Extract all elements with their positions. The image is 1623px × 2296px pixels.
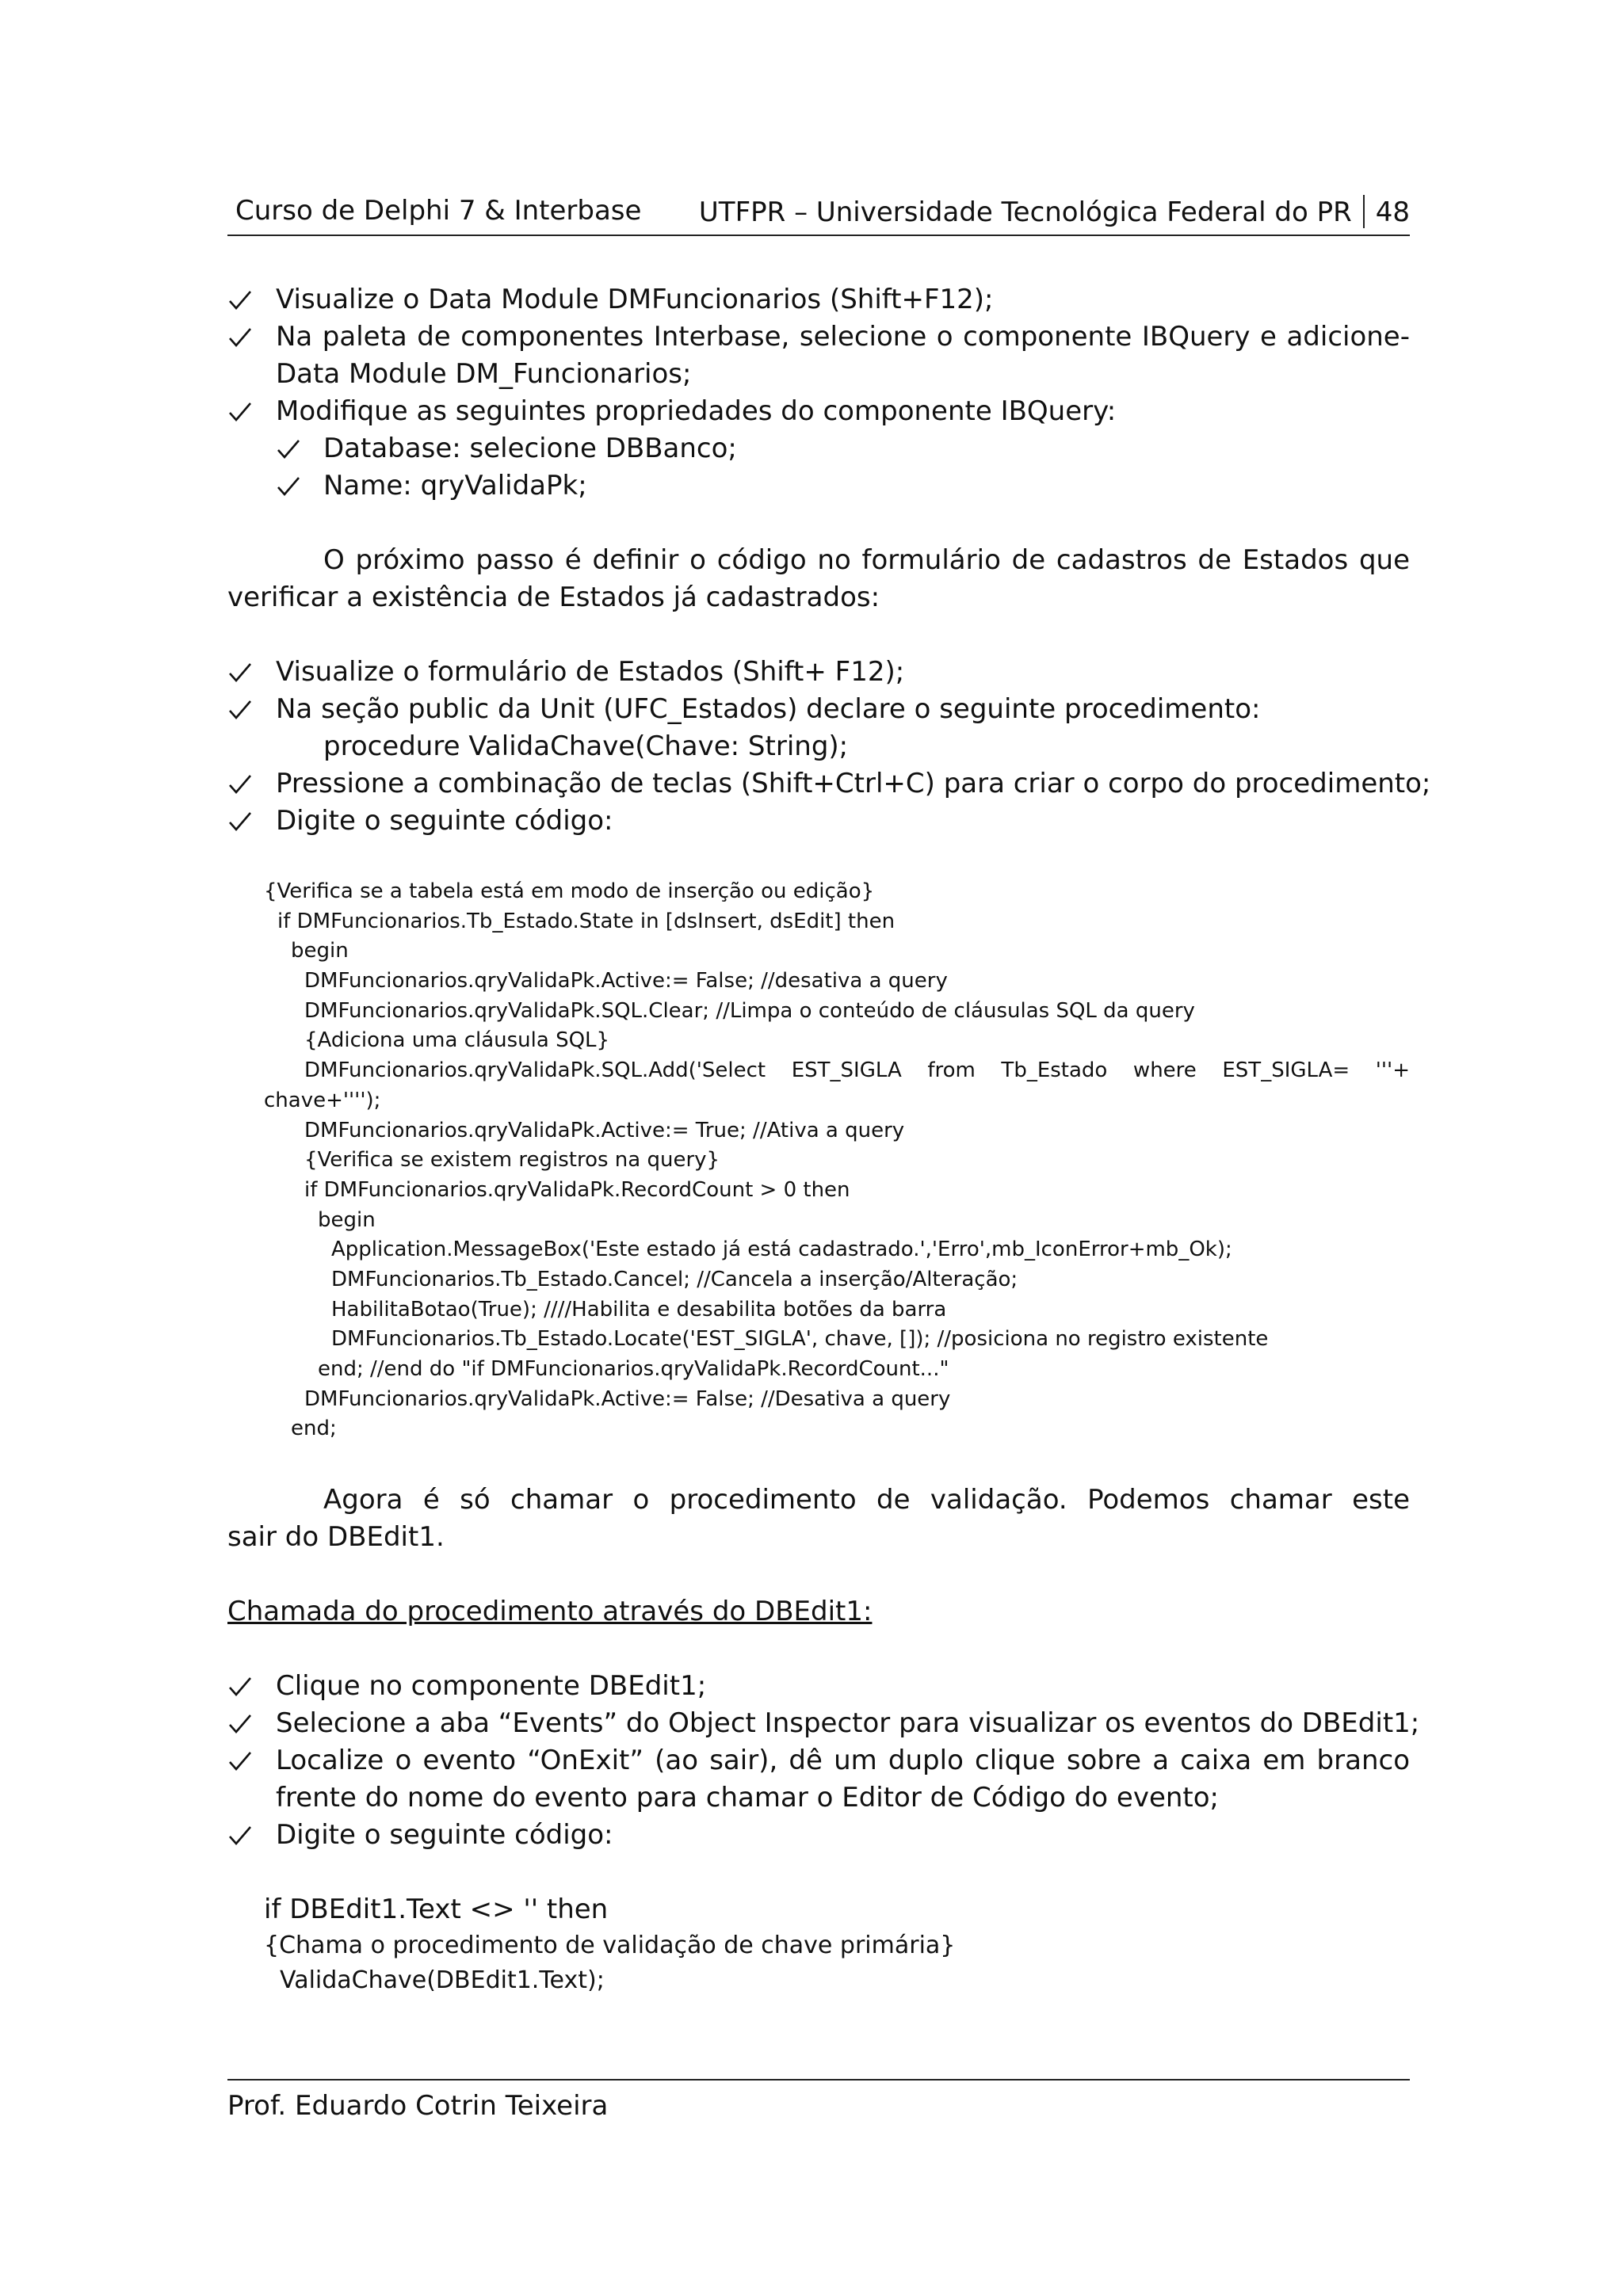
page-footer [227,2079,1410,2122]
header-divider [1363,195,1365,228]
checkmark-icon [227,697,253,723]
procedure-declaration: procedure ValidaChave(Chave: String); [323,730,849,762]
institution-and-page [699,195,1410,228]
code-line: {Chama o procedimento de validação de chave primária} [264,1932,956,1960]
author-name: Prof. Eduardo Cotrin Teixeira [227,2090,609,2122]
page-number: 48 [1375,196,1410,228]
checkmark-icon [227,399,253,425]
list-item: Pressione a combinação de teclas (Shift+Ctrl+C) para criar o corpo do procedimento; [227,765,1410,803]
code-line: chave+''''); [264,1088,381,1112]
code-line: DMFuncionarios.Tb_Estado.Locate('EST_SIGLA', chave, []); //posiciona no registro existente [331,1327,1269,1352]
list-item: Visualize o Data Module DMFuncionarios (Shift+F12); [227,281,1410,318]
checkmark-icon [227,1711,253,1737]
list-item-continuation: frente do nome do evento para chamar o Editor de Código do evento; [276,1782,1219,1814]
list-item: Digite o seguinte código: [227,1817,1410,1854]
list-item: Na paleta de componentes Interbase, selecione o componente IBQuery e adicione- [227,318,1410,356]
checkmark-icon [227,325,253,350]
code-line: DMFuncionarios.qryValidaPk.SQL.Add('Select EST_SIGLA from Tb_Estado where EST_SIGLA= '''+ [304,1058,1410,1083]
list-item: Digite o seguinte código: [227,803,1410,840]
code-line: DMFuncionarios.qryValidaPk.SQL.Clear; //Limpa o conteúdo de cláusulas SQL da query [304,998,1195,1023]
sub-list-item: Name: qryValidaPk; [227,467,1410,505]
code-line: ValidaChave(DBEdit1.Text); [280,1966,605,1995]
code-block-2 [227,1891,1410,1998]
page-body [227,281,1431,1998]
course-title: Curso de Delphi 7 & Interbase [235,195,642,227]
institution-name: UTFPR – Universidade Tecnológica Federal do PR [698,196,1352,228]
code-line: {Adiciona uma cláusula SQL} [304,1028,610,1053]
list-item: Selecione a aba “Events” do Object Inspector para visualizar os eventos do DBEdit1; [227,1705,1410,1742]
checkmark-icon [227,1674,253,1699]
list-item: Na seção public da Unit (UFC_Estados) declare o seguinte procedimento: [227,691,1410,728]
code-line: Application.MessageBox('Este estado já está cadastrado.','Erro',mb_IconError+mb_Ok); [331,1238,1232,1262]
code-line: {Verifica se a tabela está em modo de inserção ou edição} [264,879,875,903]
code-block [227,877,1410,1444]
paragraph-line: Agora é só chamar o procedimento de validação. Podemos chamar este [323,1484,1410,1516]
checkmark-icon [227,1749,253,1774]
list-item: Modifique as seguintes propriedades do componente IBQuery: [227,393,1410,430]
paragraph-line: O próximo passo é definir o código no formulário de cadastros de Estados que [323,544,1410,576]
checkmark-icon [276,437,301,462]
checkmark-icon [227,288,253,313]
code-line: {Verifica se existem registros na query} [304,1148,720,1173]
section-heading: Chamada do procedimento através do DBEdit1: [227,1596,873,1628]
checkmark-icon [227,1823,253,1848]
list-item: Localize o evento “OnExit” (ao sair), dê um duplo clique sobre a caixa em branco [227,1742,1410,1779]
page-header [227,190,1410,236]
code-line: end; //end do "if DMFuncionarios.qryValidaPk.RecordCount..." [318,1357,949,1381]
code-line: DMFuncionarios.qryValidaPk.Active:= True; //Ativa a query [304,1118,905,1142]
code-line: begin [318,1207,376,1232]
code-line: end; [291,1417,337,1441]
code-line: begin [291,939,349,963]
code-line: if DBEdit1.Text <> '' then [264,1894,609,1926]
list-item: Clique no componente DBEdit1; [227,1668,1410,1705]
checkmark-icon [227,809,253,834]
code-line: DMFuncionarios.qryValidaPk.Active:= False; //Desativa a query [304,1386,951,1411]
list-item-continuation: Data Module DM_Funcionarios; [276,358,692,390]
list-item: Visualize o formulário de Estados (Shift+ F12); [227,654,1410,691]
code-line: if DMFuncionarios.Tb_Estado.State in [dsInsert, dsEdit] then [277,909,896,933]
code-line: if DMFuncionarios.qryValidaPk.RecordCount > 0 then [304,1177,850,1202]
code-line: DMFuncionarios.qryValidaPk.Active:= False; //desativa a query [304,969,948,994]
checkmark-icon [227,660,253,685]
checkmark-icon [276,474,301,499]
checkmark-icon [227,772,253,797]
code-line: DMFuncionarios.Tb_Estado.Cancel; //Cancela a inserção/Alteração; [331,1267,1018,1291]
code-line: HabilitaBotao(True); ////Habilita e desabilita botões da barra [331,1297,947,1322]
sub-list-item: Database: selecione DBBanco; [227,430,1410,467]
paragraph-line: sair do DBEdit1. [227,1521,445,1554]
paragraph-line: verificar a existência de Estados já cadastrados: [227,582,880,613]
